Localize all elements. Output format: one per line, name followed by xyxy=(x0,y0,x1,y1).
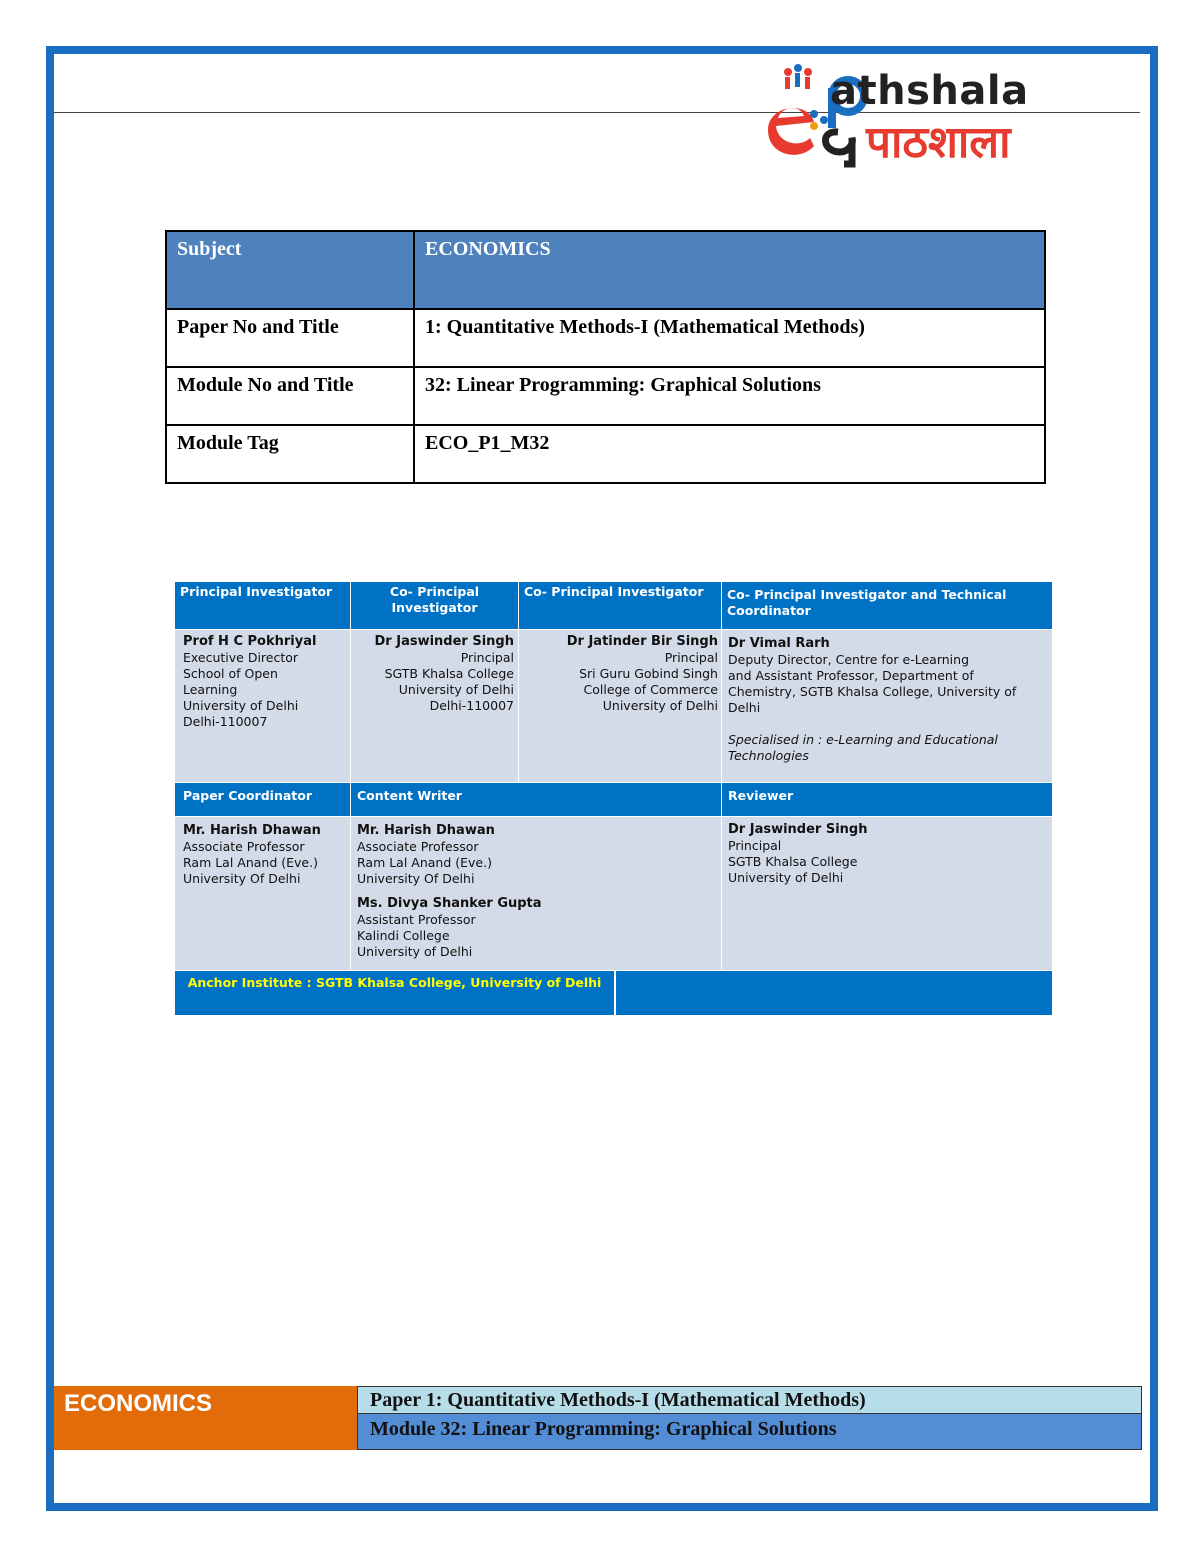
pi-name: Prof H C Pokhriyal xyxy=(183,634,317,649)
footer-module: Module 32: Linear Programming: Graphical Solutions xyxy=(357,1414,1142,1450)
copi3-line: Delhi xyxy=(728,700,761,715)
copi1-name: Dr Jaswinder Singh xyxy=(374,634,514,649)
module-value: 32: Linear Programming: Graphical Solutions xyxy=(414,367,1045,425)
footer-paper: Paper 1: Quantitative Methods-I (Mathematical Methods) xyxy=(357,1386,1142,1414)
content-writer-header: Content Writer xyxy=(351,783,722,817)
copi1-line: University of Delhi xyxy=(398,682,514,697)
reviewer-line: University of Delhi xyxy=(728,870,844,885)
content-writer-line: Kalindi College xyxy=(357,928,450,943)
pi-line: School of Open xyxy=(183,666,278,681)
content-writer-line: Assistant Professor xyxy=(357,912,476,927)
copi3-cell xyxy=(722,630,1053,783)
content-writer-name-1: Mr. Harish Dhawan xyxy=(357,823,495,838)
module-info-table xyxy=(165,230,1046,484)
tag-row xyxy=(166,425,1045,483)
reviewer-header: Reviewer xyxy=(722,783,1053,817)
copi2-cell xyxy=(519,630,722,783)
reviewer-line: Principal xyxy=(728,838,782,853)
copi2-line: Sri Guru Gobind Singh xyxy=(579,666,718,681)
paper-coordinator-line: University Of Delhi xyxy=(183,871,301,886)
pi-line: Executive Director xyxy=(183,650,299,665)
copi3-line: Deputy Director, Centre for e-Learning xyxy=(728,652,970,667)
paper-coordinator-line: Ram Lal Anand (Eve.) xyxy=(183,855,318,870)
pi-line: University of Delhi xyxy=(183,698,299,713)
reviewer-cell xyxy=(722,817,1053,971)
anchor-institute-cell xyxy=(175,971,615,1016)
reviewer-name: Dr Jaswinder Singh xyxy=(728,822,868,837)
reviewer-line: SGTB Khalsa College xyxy=(728,854,858,869)
copi3-line: Chemistry, SGTB Khalsa College, University of xyxy=(728,684,1017,699)
copi1-header: Co- Principal Investigator xyxy=(351,582,519,630)
paper-label: Paper No and Title xyxy=(166,309,414,367)
tag-value: ECO_P1_M32 xyxy=(414,425,1045,483)
copi3-line: and Assistant Professor, Department of xyxy=(728,668,974,683)
subject-label: Subject xyxy=(166,231,414,309)
subject-value: ECONOMICS xyxy=(414,231,1045,309)
copi3-header: Co- Principal Investigator and Technical Coordinator xyxy=(722,582,1053,630)
content-writer-cell xyxy=(351,817,722,971)
copi2-line: University of Delhi xyxy=(602,698,718,713)
copi2-name: Dr Jatinder Bir Singh xyxy=(566,634,718,649)
content-writer-line: Ram Lal Anand (Eve.) xyxy=(357,855,492,870)
copi1-line: Delhi-110007 xyxy=(429,698,514,713)
paper-coordinator-line: Associate Professor xyxy=(183,839,305,854)
footer-subject: ECONOMICS xyxy=(54,1386,357,1450)
content-writer-line: Associate Professor xyxy=(357,839,479,854)
content-writer-line: University of Delhi xyxy=(357,944,473,959)
logo-text-hindi: पाठशाला xyxy=(866,117,1011,168)
paper-coordinator-header: Paper Coordinator xyxy=(175,783,351,817)
pi-cell xyxy=(175,630,351,783)
logo-text-english: athshala xyxy=(830,68,1029,114)
content-writer-name-2: Ms. Divya Shanker Gupta xyxy=(357,896,542,911)
anchor-institute: Anchor Institute : SGTB Khalsa College, University of Delhi xyxy=(187,975,602,990)
copi3-specialised: Specialised in : e-Learning and Educational Technologies xyxy=(728,732,998,763)
copi2-line: Principal xyxy=(664,650,718,665)
copi2-line: College of Commerce xyxy=(583,682,718,697)
module-label: Module No and Title xyxy=(166,367,414,425)
copi1-line: Principal xyxy=(460,650,514,665)
credits-table xyxy=(175,582,1053,1016)
paper-coordinator-name: Mr. Harish Dhawan xyxy=(183,823,321,838)
subject-row xyxy=(166,231,1045,309)
pi-line: Learning xyxy=(183,682,238,697)
tag-label: Module Tag xyxy=(166,425,414,483)
copi1-cell xyxy=(351,630,519,783)
module-row xyxy=(166,367,1045,425)
pi-line: Delhi-110007 xyxy=(183,714,268,729)
paper-coordinator-cell xyxy=(175,817,351,971)
pi-header: Principal Investigator xyxy=(175,582,351,630)
copi2-header: Co- Principal Investigator xyxy=(519,582,722,630)
copi3-name: Dr Vimal Rarh xyxy=(728,636,830,651)
anchor-empty-cell xyxy=(615,971,1053,1016)
paper-value: 1: Quantitative Methods-I (Mathematical Methods) xyxy=(414,309,1045,367)
paper-row xyxy=(166,309,1045,367)
copi1-line: SGTB Khalsa College xyxy=(384,666,514,681)
content-writer-line: University Of Delhi xyxy=(357,871,475,886)
